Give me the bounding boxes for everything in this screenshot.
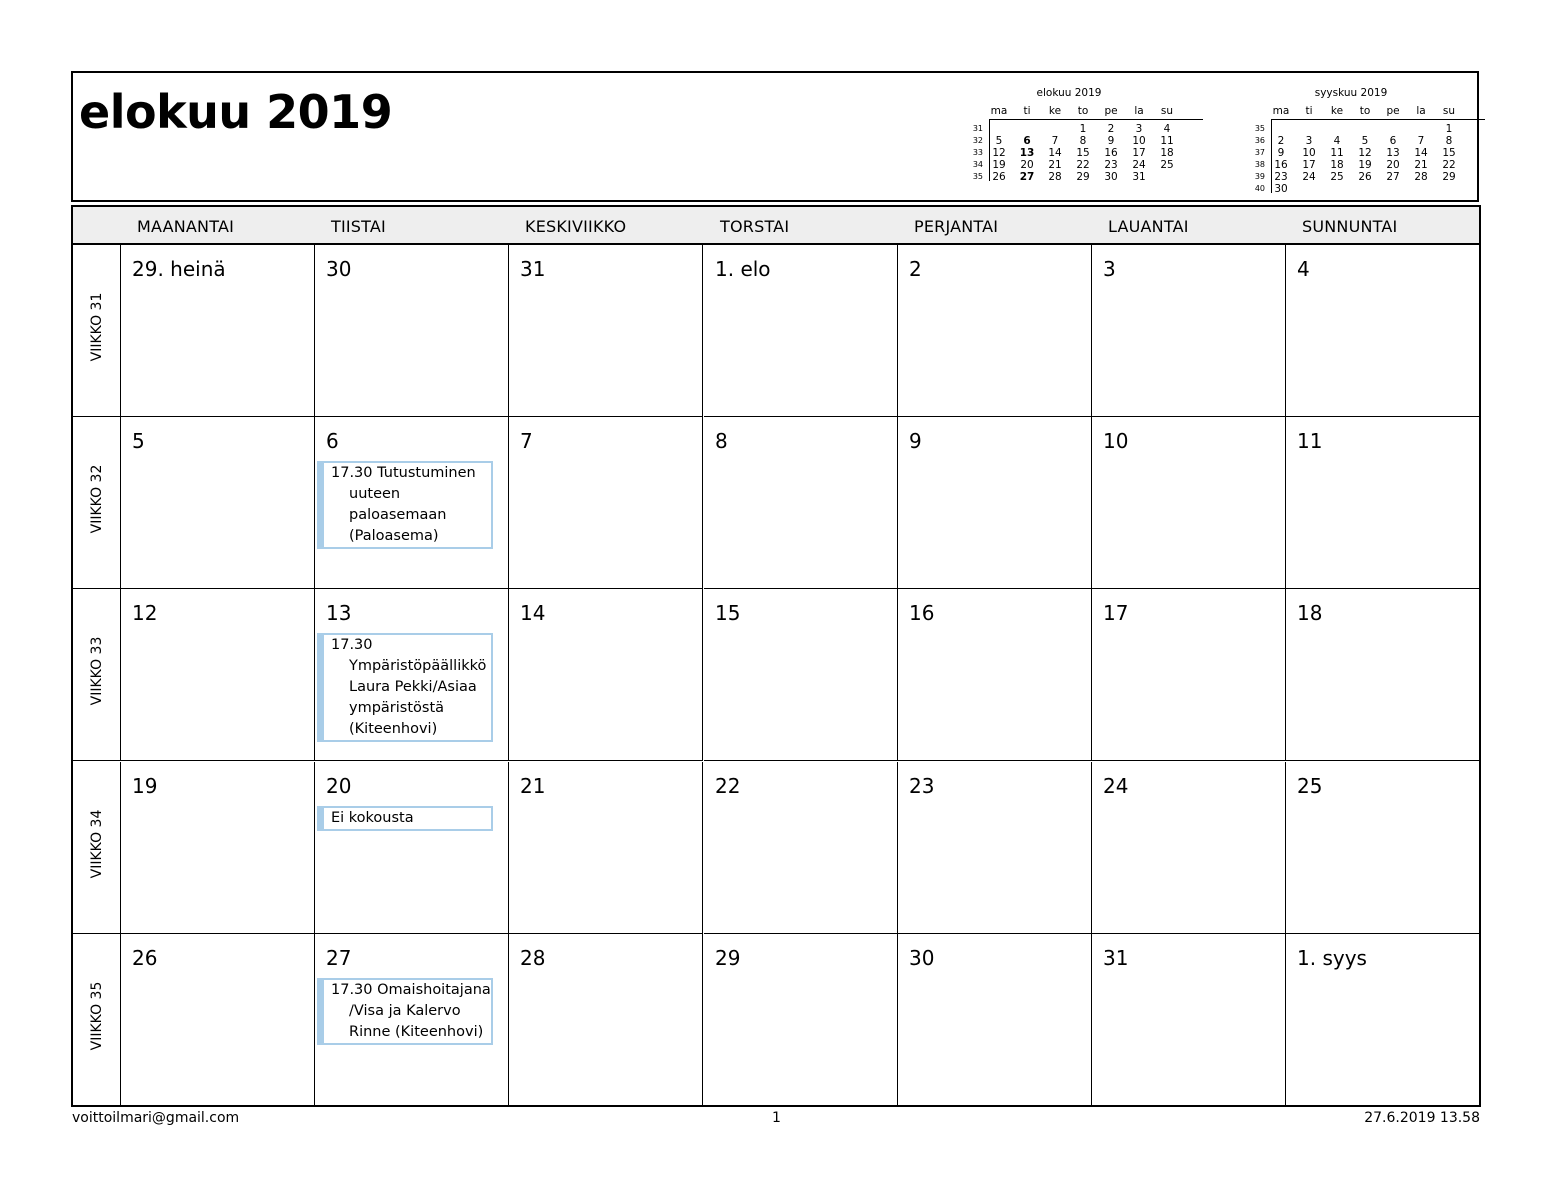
day-cell[interactable] <box>509 589 703 761</box>
event-text-line: /Visa ja Kalervo <box>349 1003 461 1019</box>
mini-calendar-day[interactable]: 5 <box>1361 135 1369 147</box>
weekday-header-lauantai: LAUANTAI <box>1108 217 1189 236</box>
day-cell[interactable] <box>315 589 509 761</box>
mini-calendar-day[interactable]: 12 <box>1358 147 1372 159</box>
mini-calendar-day[interactable]: 17 <box>1132 147 1146 159</box>
mini-calendar-day[interactable]: 6 <box>1389 135 1397 147</box>
mini-calendar-day[interactable]: 27 <box>1386 171 1400 183</box>
mini-calendar-divider <box>989 119 1203 120</box>
day-number: 30 <box>326 257 352 281</box>
mini-calendar-title: elokuu 2019 <box>1036 87 1102 99</box>
week-number-label: VIIKKO 34 <box>88 809 105 879</box>
mini-calendar-day[interactable]: 25 <box>1330 171 1344 183</box>
mini-calendar-week-number: 34 <box>972 160 983 169</box>
mini-calendar-week-number: 36 <box>1254 136 1265 145</box>
weekday-header-perjantai: PERJANTAI <box>914 217 999 236</box>
event-text-line: Rinne (Kiteenhovi) <box>349 1024 484 1040</box>
mini-calendar-day[interactable]: 10 <box>1132 135 1146 147</box>
day-cell[interactable] <box>1092 589 1286 761</box>
day-cell[interactable] <box>315 245 509 417</box>
footer-email: voittoilmari@gmail.com <box>72 1110 240 1126</box>
mini-calendar-day[interactable]: 14 <box>1414 147 1428 159</box>
mini-calendar-day[interactable]: 1 <box>1445 123 1453 135</box>
weekday-header-keskiviikko: KESKIVIIKKO <box>525 217 627 236</box>
month-grid <box>71 205 1481 1107</box>
day-cell[interactable] <box>704 589 898 761</box>
weekday-header-sunnuntai: SUNNUNTAI <box>1302 217 1398 236</box>
day-number: 20 <box>326 774 352 798</box>
day-number: 18 <box>1297 601 1323 625</box>
day-number: 29 <box>715 946 741 970</box>
day-cell[interactable] <box>1286 762 1479 934</box>
mini-calendar-day[interactable]: 24 <box>1132 159 1146 171</box>
mini-calendar-day[interactable]: 8 <box>1445 135 1453 147</box>
mini-calendar-divider <box>1271 119 1485 120</box>
mini-calendar-weekday: ma <box>1272 105 1290 117</box>
week-number-label: VIIKKO 35 <box>88 981 105 1051</box>
mini-calendar-day[interactable]: 4 <box>1333 135 1341 147</box>
day-cell[interactable] <box>315 417 509 589</box>
day-number: 29. heinä <box>132 257 226 281</box>
weekday-header-bar <box>73 207 1479 245</box>
day-cell[interactable] <box>315 762 509 934</box>
day-number: 1. elo <box>715 257 771 281</box>
mini-calendar-weekday: to <box>1359 105 1371 117</box>
mini-calendar-day[interactable]: 9 <box>1107 135 1115 147</box>
day-cell[interactable] <box>1092 934 1286 1106</box>
day-number: 10 <box>1103 429 1129 453</box>
day-number: 21 <box>520 774 546 798</box>
weekday-header-tiistai: TIISTAI <box>331 217 386 236</box>
mini-calendar-day[interactable]: 29 <box>1442 171 1456 183</box>
mini-calendar-weekday: su <box>1442 105 1456 117</box>
mini-calendar-day[interactable]: 15 <box>1442 147 1456 159</box>
day-number: 3 <box>1103 257 1116 281</box>
mini-calendar-title: syyskuu 2019 <box>1314 87 1388 99</box>
calendar-event[interactable] <box>317 461 493 549</box>
mini-calendar-day[interactable]: 20 <box>1020 159 1034 171</box>
mini-calendar-day[interactable]: 13 <box>1019 147 1035 159</box>
mini-calendar-day[interactable]: 21 <box>1048 159 1062 171</box>
day-cell[interactable] <box>898 762 1092 934</box>
event-text-line: uuteen paloasemaan <box>349 486 447 523</box>
mini-calendar-week-number: 35 <box>972 172 983 181</box>
day-cell[interactable] <box>1092 762 1286 934</box>
week-number-column <box>73 417 121 589</box>
mini-calendar-weekday: la <box>1134 105 1144 117</box>
day-number: 13 <box>326 601 352 625</box>
day-number: 30 <box>909 946 935 970</box>
event-text-line: (Kiteenhovi) <box>349 721 438 737</box>
day-cell[interactable] <box>121 762 315 934</box>
day-cell[interactable] <box>1286 934 1479 1106</box>
month-title: elokuu 2019 <box>79 85 393 139</box>
mini-calendar-day[interactable]: 26 <box>992 171 1006 183</box>
day-number: 28 <box>520 946 546 970</box>
mini-calendar-day[interactable]: 16 <box>1274 159 1288 171</box>
day-number: 9 <box>909 429 922 453</box>
mini-calendar-day[interactable]: 18 <box>1160 147 1174 159</box>
mini-calendar-weekday: ti <box>1023 105 1031 117</box>
mini-calendar-weekday: su <box>1160 105 1174 117</box>
mini-calendar-day[interactable]: 25 <box>1160 159 1174 171</box>
mini-calendar-day[interactable]: 17 <box>1302 159 1316 171</box>
event-text-line: 17.30 <box>331 637 373 653</box>
mini-calendar-day[interactable]: 22 <box>1076 159 1090 171</box>
mini-calendar-weekday: to <box>1077 105 1089 117</box>
day-number: 7 <box>520 429 533 453</box>
mini-calendar-weekday: ke <box>1330 105 1344 117</box>
calendar-event[interactable] <box>317 978 493 1045</box>
mini-calendar-day[interactable]: 3 <box>1135 123 1143 135</box>
day-number: 14 <box>520 601 546 625</box>
mini-calendar-week-number: 40 <box>1254 184 1265 193</box>
day-cell[interactable] <box>509 417 703 589</box>
week-number-column <box>73 245 121 417</box>
mini-calendar-day[interactable]: 30 <box>1104 171 1118 183</box>
day-cell[interactable] <box>898 245 1092 417</box>
mini-calendar-day[interactable]: 16 <box>1104 147 1118 159</box>
day-cell[interactable] <box>1092 245 1286 417</box>
day-cell[interactable] <box>898 417 1092 589</box>
day-number: 17 <box>1103 601 1129 625</box>
mini-calendar-day[interactable]: 8 <box>1079 135 1087 147</box>
mini-calendar-weekday: ti <box>1305 105 1313 117</box>
day-cell[interactable] <box>1286 589 1479 761</box>
mini-calendar-day[interactable]: 6 <box>1023 135 1031 147</box>
mini-calendar-week-number: 38 <box>1254 160 1265 169</box>
mini-calendar-day[interactable]: 11 <box>1330 147 1344 159</box>
mini-calendar-week-number: 35 <box>1254 124 1265 133</box>
month-header <box>71 71 1479 202</box>
day-number: 19 <box>132 774 158 798</box>
mini-calendar-day[interactable]: 1 <box>1079 123 1087 135</box>
mini-calendar-day[interactable]: 24 <box>1302 171 1316 183</box>
day-number: 31 <box>1103 946 1129 970</box>
mini-calendar-weekday: ke <box>1048 105 1062 117</box>
mini-calendar-day[interactable]: 19 <box>992 159 1006 171</box>
day-number: 31 <box>520 257 546 281</box>
mini-calendar-day[interactable]: 31 <box>1132 171 1146 183</box>
mini-calendar-day[interactable]: 22 <box>1442 159 1456 171</box>
day-cell[interactable] <box>509 934 703 1106</box>
event-text-line: Ympäristöpäällikkö <box>349 658 487 674</box>
mini-calendar-weekday: pe <box>1104 105 1118 117</box>
mini-calendar-day[interactable]: 15 <box>1076 147 1090 159</box>
mini-calendar-day[interactable]: 18 <box>1330 159 1344 171</box>
day-number: 23 <box>909 774 935 798</box>
week-number-label: VIIKKO 31 <box>88 292 105 362</box>
mini-calendar-day[interactable]: 26 <box>1358 171 1372 183</box>
mini-calendar-day[interactable]: 13 <box>1386 147 1400 159</box>
event-text-line: Ei kokousta <box>331 810 414 826</box>
day-cell[interactable] <box>509 245 703 417</box>
event-text-line: (Paloasema) <box>349 528 439 544</box>
day-cell[interactable] <box>315 934 509 1106</box>
mini-calendar-week-number: 32 <box>972 136 983 145</box>
mini-calendar-day[interactable]: 5 <box>995 135 1003 147</box>
day-cell[interactable] <box>1286 417 1479 589</box>
mini-calendar-day[interactable]: 3 <box>1305 135 1313 147</box>
day-number: 5 <box>132 429 145 453</box>
day-number: 27 <box>326 946 352 970</box>
day-number: 12 <box>132 601 158 625</box>
event-text-line: ympäristöstä <box>349 700 445 716</box>
mini-calendar-day[interactable]: 4 <box>1163 123 1171 135</box>
mini-calendar-weekday: ma <box>990 105 1008 117</box>
week-number-label: VIIKKO 32 <box>88 464 105 534</box>
mini-calendar-day[interactable]: 12 <box>992 147 1006 159</box>
day-cell[interactable] <box>704 245 898 417</box>
mini-calendar-day[interactable]: 10 <box>1302 147 1316 159</box>
mini-calendar-day[interactable]: 30 <box>1274 183 1288 195</box>
mini-calendar-weekday: la <box>1416 105 1426 117</box>
mini-calendar-week-number: 39 <box>1254 172 1265 181</box>
day-cell[interactable] <box>121 417 315 589</box>
day-cell[interactable] <box>121 245 315 417</box>
mini-calendar-day[interactable]: 11 <box>1160 135 1174 147</box>
day-number: 15 <box>715 601 741 625</box>
day-cell[interactable] <box>509 762 703 934</box>
day-cell[interactable] <box>1286 245 1479 417</box>
day-number: 6 <box>326 429 339 453</box>
day-cell[interactable] <box>704 934 898 1106</box>
day-number: 11 <box>1297 429 1323 453</box>
day-number: 16 <box>909 601 935 625</box>
mini-calendar-day[interactable]: 20 <box>1386 159 1400 171</box>
mini-calendar-day[interactable]: 2 <box>1277 135 1285 147</box>
day-cell[interactable] <box>121 934 315 1106</box>
mini-calendar-week-number: 33 <box>972 148 983 157</box>
day-cell[interactable] <box>121 589 315 761</box>
mini-calendar-day[interactable]: 9 <box>1277 147 1285 159</box>
day-number: 1. syys <box>1297 946 1367 970</box>
mini-calendar-day[interactable]: 2 <box>1107 123 1115 135</box>
day-cell[interactable] <box>898 934 1092 1106</box>
day-number: 8 <box>715 429 728 453</box>
mini-calendar-weekday: pe <box>1386 105 1400 117</box>
mini-calendar-day[interactable]: 23 <box>1104 159 1118 171</box>
footer-print-timestamp: 27.6.2019 13.58 <box>1364 1110 1480 1126</box>
event-text-line: 17.30 Tutustuminen <box>331 465 476 481</box>
day-cell[interactable] <box>1092 417 1286 589</box>
week-number-column <box>73 762 121 934</box>
mini-calendar-day[interactable]: 14 <box>1048 147 1062 159</box>
calendar-event[interactable] <box>317 806 493 831</box>
day-number: 22 <box>715 774 741 798</box>
day-number: 26 <box>132 946 158 970</box>
day-cell[interactable] <box>704 762 898 934</box>
weekday-header-torstai: TORSTAI <box>720 217 790 236</box>
calendar-event[interactable] <box>317 633 493 742</box>
week-number-column <box>73 934 121 1106</box>
mini-calendar-day[interactable]: 19 <box>1358 159 1372 171</box>
week-number-column <box>73 589 121 761</box>
day-number: 25 <box>1297 774 1323 798</box>
event-text-line: 17.30 Omaishoitajana <box>331 982 491 998</box>
footer-page-number: 1 <box>772 1110 781 1126</box>
weekday-header-maanantai: MAANANTAI <box>137 217 235 236</box>
mini-calendar-day[interactable]: 21 <box>1414 159 1428 171</box>
mini-calendar-day[interactable]: 7 <box>1051 135 1059 147</box>
event-text-line: Laura Pekki/Asiaa <box>349 679 477 695</box>
mini-calendar-week-number: 31 <box>972 124 983 133</box>
mini-calendar-day[interactable]: 7 <box>1417 135 1425 147</box>
day-number: 2 <box>909 257 922 281</box>
day-number: 24 <box>1103 774 1129 798</box>
day-cell[interactable] <box>704 417 898 589</box>
mini-calendar-day[interactable]: 29 <box>1076 171 1090 183</box>
mini-calendar-day[interactable]: 23 <box>1274 171 1288 183</box>
mini-calendar-day[interactable]: 27 <box>1019 171 1035 183</box>
week-number-label: VIIKKO 33 <box>88 636 105 706</box>
mini-calendar-day[interactable]: 28 <box>1414 171 1428 183</box>
mini-calendar-day[interactable]: 28 <box>1048 171 1062 183</box>
day-cell[interactable] <box>898 589 1092 761</box>
day-number: 4 <box>1297 257 1310 281</box>
mini-calendar-week-number: 37 <box>1254 148 1265 157</box>
